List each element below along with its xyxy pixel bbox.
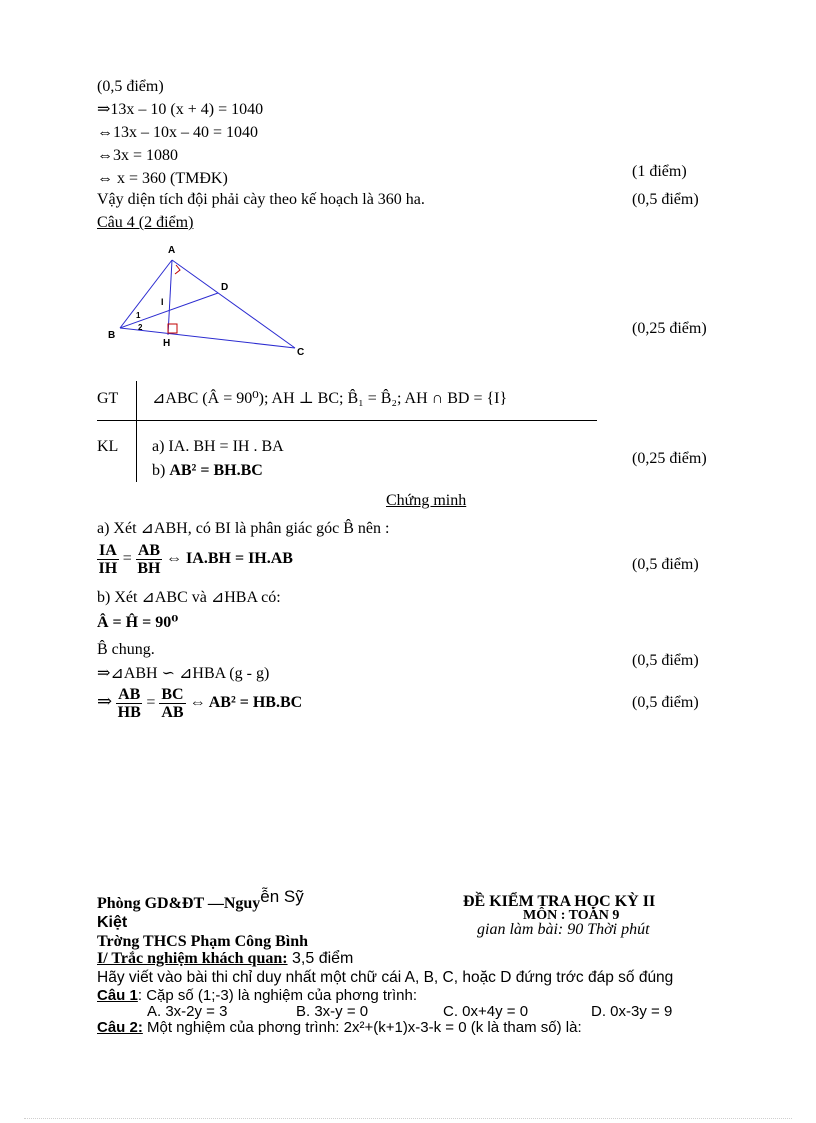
school-name: Trờng THCS Phạm Công Bình xyxy=(97,933,308,950)
proof-b-common: B̂ chung. xyxy=(97,641,155,658)
score-label: (0,5 điểm) xyxy=(632,191,699,208)
proof-b-similar: ⇒⊿ABH ∽ ⊿HBA (g - g) xyxy=(97,665,270,682)
department-name: Phòng GD&ĐT —Nguy xyxy=(97,895,261,912)
question-4-title: Câu 4 (2 điểm) xyxy=(97,214,194,231)
section-points: 3,5 điểm xyxy=(287,950,354,967)
label-h: H xyxy=(163,338,171,349)
exam-subject: MÔN : TOÁN 9 xyxy=(523,908,620,923)
proof-b-intro: b) Xét ⊿ABC và ⊿HBA có: xyxy=(97,589,281,606)
instruction-line: Hãy viết vào bài thi chỉ duy nhất một chữ cái A, B, C, hoặc D đứng trớc đáp số đúng xyxy=(97,969,674,986)
option-d: D. 0x-3y = 9 xyxy=(591,1003,673,1020)
question-2-label: Câu 2: xyxy=(97,1019,143,1036)
equation-line: ⇒13x – 10 (x + 4) = 1040 xyxy=(97,101,264,118)
label-a: A xyxy=(168,245,176,256)
label-angle-2: 2 xyxy=(138,323,143,332)
equation-line: ⇔ x = 360 (TMĐK) xyxy=(97,170,228,187)
score-label: (0,5 điểm) xyxy=(632,652,699,669)
equals-sign: = xyxy=(146,694,156,712)
denominator: IH xyxy=(98,560,118,577)
table-horizontal-rule xyxy=(97,420,597,421)
section-title: I/ Trắc nghiệm khách quan: xyxy=(97,950,288,967)
department-name-cont: ễn Sỹ xyxy=(260,887,304,906)
proof-a-intro: a) Xét ⊿ABH, có BI là phân giác góc B̂ nên : xyxy=(97,520,390,537)
fraction xyxy=(159,686,185,721)
proof-b-result: ⇔ AB² = HB.BC xyxy=(189,694,303,712)
proof-b-angles: Â = Ĥ = 90⁰ xyxy=(97,614,179,631)
label-angle-1: 1 xyxy=(136,311,141,320)
question-1 xyxy=(97,986,417,1006)
exam-time: gian làm bài: 90 Thời phút xyxy=(477,921,650,938)
equation-line: ⇔13x – 10x – 40 = 1040 xyxy=(97,124,259,141)
proof-a-result: ⇔ IA.BH = IH.AB xyxy=(166,550,293,568)
question-1-label: Câu 1 xyxy=(97,987,138,1004)
denominator: BH xyxy=(137,560,161,577)
right-angle-h xyxy=(168,324,177,333)
gt-hypothesis: ⊿ABC (Â = 90⁰); AH ⊥ BC; B̂₁ = B̂₂; AH ∩ BD = {I} xyxy=(152,390,508,407)
segment-ac xyxy=(172,260,295,348)
numerator: AB xyxy=(137,542,161,559)
segment-ab xyxy=(120,260,172,328)
option-a: A. 3x-2y = 3 xyxy=(147,1003,228,1020)
exam-title: ĐỀ KIỂM TRA HỌC KỲ II xyxy=(463,893,656,910)
page-bottom-rule xyxy=(24,1118,792,1119)
department-name-end: Kiệt xyxy=(97,914,128,931)
score-label: (0,5 điểm) xyxy=(632,694,699,711)
fraction xyxy=(136,542,162,577)
kl-part-b-formula: AB² = BH.BC xyxy=(169,462,263,479)
score-label: (0,5 điểm) xyxy=(632,556,699,573)
denominator: AB xyxy=(161,704,184,721)
label-b: B xyxy=(108,330,116,341)
section-heading xyxy=(97,949,353,969)
option-c: C. 0x+4y = 0 xyxy=(443,1003,529,1020)
score-label: (1 điểm) xyxy=(632,163,687,180)
kl-part-a: a) IA. BH = IH . BA xyxy=(152,438,284,455)
label-i: I xyxy=(161,297,164,307)
question-2 xyxy=(97,1018,582,1038)
kl-part-b-prefix: b) xyxy=(152,462,170,479)
fraction xyxy=(116,686,142,721)
question-1-text: : Cặp số (1;-3) là nghiệm của phơng trình: xyxy=(137,987,418,1004)
implies-arrow: ⇒ xyxy=(97,691,113,712)
score-line: (0,5 điểm) xyxy=(97,78,164,95)
proof-title: Chứng minh xyxy=(386,492,467,509)
equation-line: ⇔3x = 1080 xyxy=(97,147,179,164)
denominator: HB xyxy=(117,704,141,721)
kl-part-b xyxy=(152,461,263,481)
triangle-figure xyxy=(100,238,320,363)
numerator: AB xyxy=(118,686,141,703)
conclusion-line: Vậy diện tích đội phải cày theo kế hoạch là 360 ha. xyxy=(97,191,425,208)
segment-bc xyxy=(120,328,295,348)
fraction xyxy=(97,542,119,577)
proof-a-formula xyxy=(97,542,293,577)
department-line xyxy=(97,887,304,914)
kl-label: KL xyxy=(97,438,119,455)
question-2-text: Một nghiệm của phơng trình: 2x²+(k+1)x-3-k = 0 (k là tham số) là: xyxy=(142,1019,582,1036)
equals-sign: = xyxy=(122,550,132,568)
right-angle-a xyxy=(175,265,180,274)
option-b: B. 3x-y = 0 xyxy=(296,1003,369,1020)
numerator: IA xyxy=(99,542,117,559)
gt-label: GT xyxy=(97,390,119,407)
table-vertical-rule xyxy=(136,381,137,482)
numerator: BC xyxy=(161,686,184,703)
label-d: D xyxy=(221,282,229,293)
score-label: (0,25 điểm) xyxy=(632,450,707,467)
label-c: C xyxy=(297,347,305,358)
score-label: (0,25 điểm) xyxy=(632,320,707,337)
proof-b-formula xyxy=(97,686,302,721)
